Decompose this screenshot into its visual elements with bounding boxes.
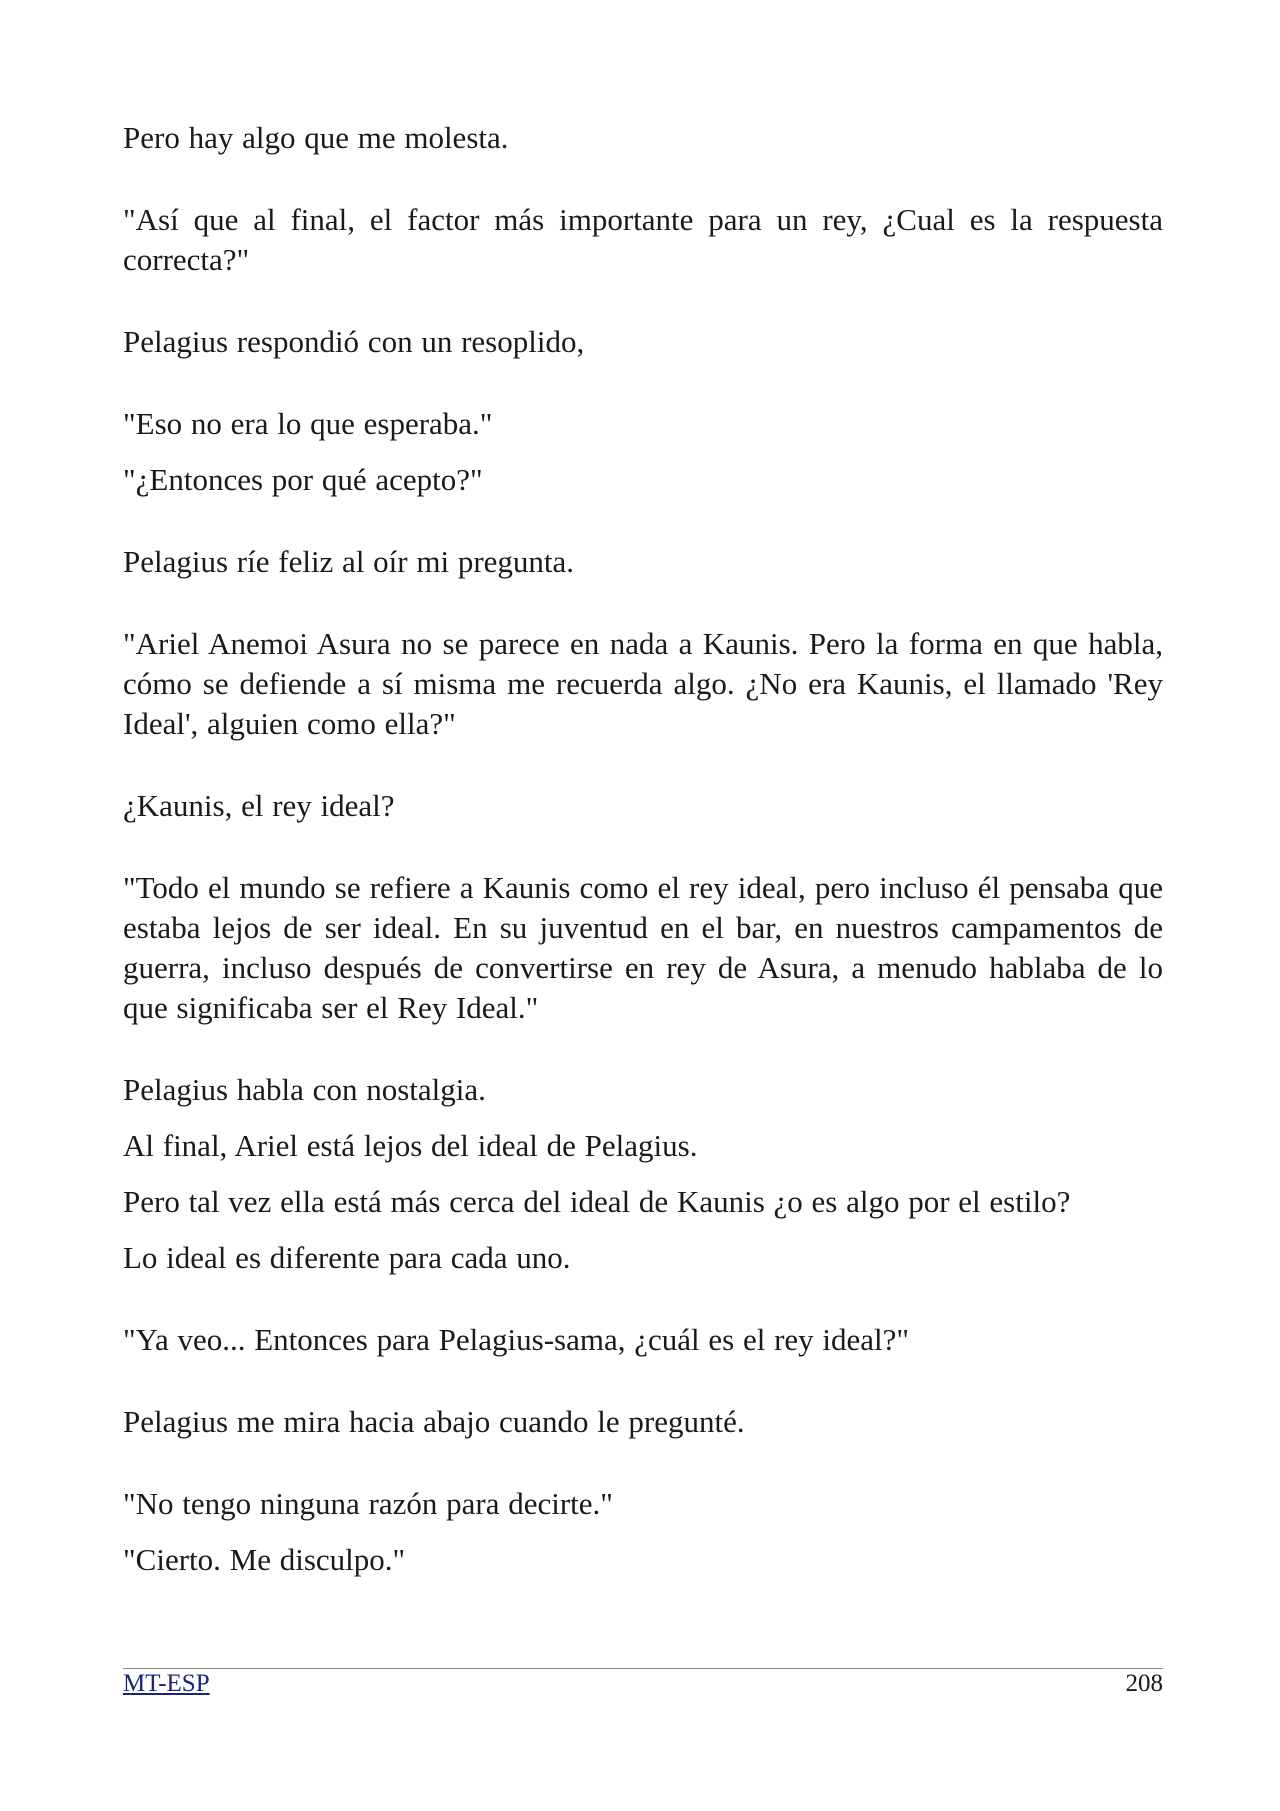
paragraph: "Cierto. Me disculpo.": [123, 1542, 406, 1577]
paragraph: Pero hay algo que me molesta.: [123, 120, 509, 155]
paragraph: Lo ideal es diferente para cada uno.: [123, 1240, 571, 1275]
paragraph: Pelagius respondió con un resoplido,: [123, 324, 585, 359]
page-number: 208: [1125, 1670, 1163, 1697]
footer-divider: [123, 1668, 1163, 1669]
paragraph: "Ya veo... Entonces para Pelagius-sama, ¿cuál es el rey ideal?": [123, 1322, 910, 1357]
paragraph: Pelagius habla con nostalgia.: [123, 1072, 486, 1107]
paragraph: Pelagius me mira hacia abajo cuando le pregunté.: [123, 1404, 745, 1439]
paragraph: ¿Kaunis, el rey ideal?: [123, 788, 395, 823]
paragraph: "Ariel Anemoi Asura no se parece en nada a Kaunis. Pero la forma en que habla, cómo se defiende a sí misma me recuerda algo. ¿No era Kaunis, el llamado 'Rey Ideal', alguien como ella?": [123, 626, 1163, 741]
paragraph: Pelagius ríe feliz al oír mi pregunta.: [123, 544, 575, 579]
paragraph: Al final, Ariel está lejos del ideal de Pelagius.: [123, 1128, 698, 1163]
paragraph: "¿Entonces por qué acepto?": [123, 462, 483, 497]
footer-link[interactable]: MT-ESP: [123, 1670, 210, 1697]
paragraph: "Así que al final, el factor más importante para un rey, ¿Cual es la respuesta correcta?": [123, 202, 1163, 277]
paragraph: Pero tal vez ella está más cerca del ideal de Kaunis ¿o es algo por el estilo?: [123, 1184, 1071, 1219]
paragraph: "No tengo ninguna razón para decirte.": [123, 1486, 613, 1521]
paragraph: "Todo el mundo se refiere a Kaunis como el rey ideal, pero incluso él pensaba que estaba lejos de ser ideal. En su juventud en el bar, en nuestros campamentos de guerra, incluso después de convertirse en rey de Asura, a menudo hablaba de lo que significaba ser el Rey Ideal.": [123, 870, 1163, 1025]
paragraph: "Eso no era lo que esperaba.": [123, 406, 493, 441]
body-text: [123, 118, 1163, 1580]
